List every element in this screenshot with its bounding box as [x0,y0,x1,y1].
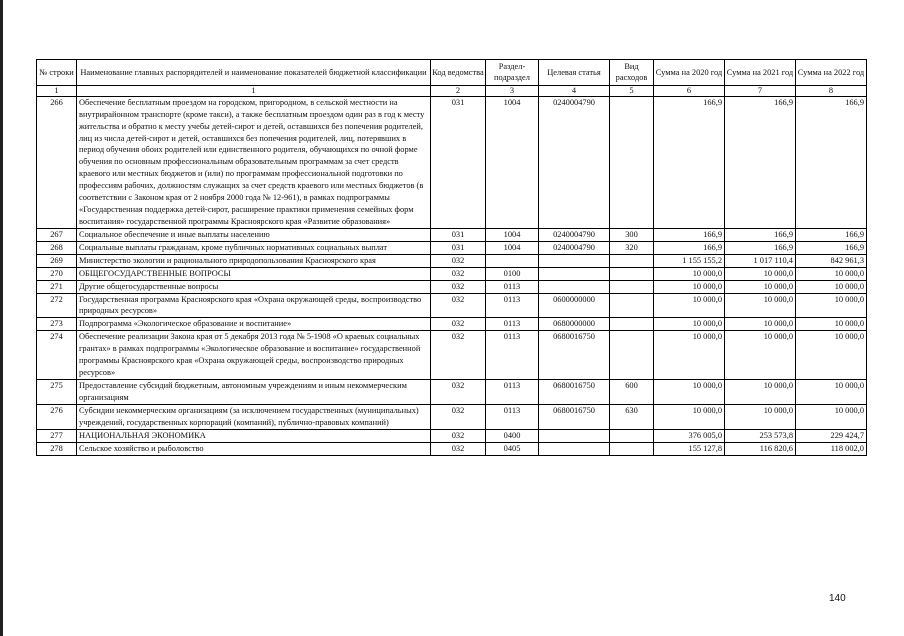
header-section: Раздел-подраздел [486,60,539,86]
table-row [37,228,867,241]
expense-type: 630 [610,404,654,429]
target-code [539,254,610,267]
expense-type [610,293,654,318]
row-name: Субсидии некоммерческим организациям (за исключением государственных (муниципальных) учреждений, государственных корпораций (компаний), публично-правовых компаний) [77,404,431,429]
target-code [539,442,610,455]
section-code: 1004 [486,241,539,254]
expense-type [610,280,654,293]
row-number: 274 [37,331,77,380]
row-number: 271 [37,280,77,293]
row-number: 275 [37,379,77,404]
table-row [37,254,867,267]
row-name: Другие общегосударственные вопросы [77,280,431,293]
row-name: Подпрограмма «Экологическое образование и воспитание» [77,318,431,331]
section-code: 0405 [486,442,539,455]
row-number: 273 [37,318,77,331]
sum-2022: 118 002,0 [796,442,867,455]
header-row-no: № строки [37,60,77,86]
section-code: 0113 [486,318,539,331]
target-code: 0680016750 [539,331,610,380]
target-code: 0680000000 [539,318,610,331]
table-row [37,293,867,318]
table-row [37,267,867,280]
dept-code: 032 [431,442,486,455]
sum-2021: 253 573,8 [725,429,796,442]
header-dept-code: Код ведомства [431,60,486,86]
expense-type [610,318,654,331]
expense-type [610,429,654,442]
column-number: 3 [486,85,539,96]
column-number: 6 [654,85,725,96]
table-row [37,331,867,380]
sum-2021: 116 820,6 [725,442,796,455]
table-row [37,241,867,254]
dept-code: 032 [431,267,486,280]
sum-2022: 229 424,7 [796,429,867,442]
target-code: 0680016750 [539,379,610,404]
expense-type: 600 [610,379,654,404]
dept-code: 031 [431,96,486,228]
sum-2021: 166,9 [725,96,796,228]
sum-2021: 10 000,0 [725,404,796,429]
sum-2020: 10 000,0 [654,331,725,380]
row-number: 269 [37,254,77,267]
row-name: НАЦИОНАЛЬНАЯ ЭКОНОМИКА [77,429,431,442]
column-number: 1 [77,85,431,96]
target-code: 0240004790 [539,228,610,241]
column-number: 4 [539,85,610,96]
sum-2022: 166,9 [796,241,867,254]
target-code [539,267,610,280]
sum-2020: 10 000,0 [654,293,725,318]
section-code: 0113 [486,331,539,380]
sum-2022: 10 000,0 [796,318,867,331]
dept-code: 032 [431,318,486,331]
section-code: 0113 [486,379,539,404]
row-number: 267 [37,228,77,241]
section-code: 0400 [486,429,539,442]
page-number: 140 [829,593,846,604]
dept-code: 032 [431,331,486,380]
sum-2022: 10 000,0 [796,331,867,380]
sum-2021: 1 017 110,4 [725,254,796,267]
sum-2020: 166,9 [654,241,725,254]
sum-2021: 10 000,0 [725,318,796,331]
sum-2022: 10 000,0 [796,293,867,318]
header-sum-2020: Сумма на 2020 год [654,60,725,86]
expense-type: 320 [610,241,654,254]
section-code: 0100 [486,267,539,280]
expense-type [610,331,654,380]
sum-2021: 10 000,0 [725,379,796,404]
dept-code: 032 [431,379,486,404]
sum-2020: 166,9 [654,96,725,228]
row-name: Обеспечение бесплатным проездом на городском, пригородном, в сельской местности на внутрирайонном транспорте (кроме такси), а также бесплатным проездом один раз в год к месту жительства и обратно к месту учебы детей-сирот и детей, оставшихся без попечения родителей, лиц из числа детей-сирот и детей, оставшихся без попечения родителей, лиц, потерявших в период обучения обоих родителей или единственного родителя, обучающихся по очной форме обучения по основным профессиональным образовательным программам за счет средств краевого или местных бюджетов и (или) по программам профессиональной подготовки по профессиям рабочих, должностям служащих за счет средств краевого или местных бюджетов (в соответствии с Законом края от 2 ноября 2000 года № 12-961), в рамках подпрограммы «Государственная поддержка детей-сирот, расширение практики применения семейных форм воспитания» государственной программы Красноярского края «Развитие образования» [77,96,431,228]
sum-2022: 842 961,3 [796,254,867,267]
row-name: Сельское хозяйство и рыболовство [77,442,431,455]
target-code: 0680016750 [539,404,610,429]
sum-2021: 166,9 [725,241,796,254]
target-code: 0240004790 [539,96,610,228]
row-name: Социальные выплаты гражданам, кроме публичных нормативных социальных выплат [77,241,431,254]
section-code: 0113 [486,293,539,318]
row-name: Министерство экологии и рационального природопользования Красноярского края [77,254,431,267]
table-row [37,280,867,293]
scan-edge [0,0,3,636]
column-number: 8 [796,85,867,96]
table-row [37,404,867,429]
header-sum-2022: Сумма на 2022 год [796,60,867,86]
header-row [37,60,867,86]
section-code [486,254,539,267]
dept-code: 032 [431,280,486,293]
sum-2020: 376 005,0 [654,429,725,442]
sum-2020: 10 000,0 [654,318,725,331]
sum-2022: 166,9 [796,96,867,228]
sum-2020: 166,9 [654,228,725,241]
sum-2020: 10 000,0 [654,267,725,280]
expense-type [610,254,654,267]
sum-2021: 10 000,0 [725,331,796,380]
dept-code: 031 [431,241,486,254]
sum-2022: 10 000,0 [796,379,867,404]
row-name: Социальное обеспечение и иные выплаты населению [77,228,431,241]
expense-type [610,442,654,455]
target-code: 0240004790 [539,241,610,254]
sum-2022: 10 000,0 [796,404,867,429]
row-name: Предоставление субсидий бюджетным, автономным учреждениям и иным некоммерческим организациям [77,379,431,404]
table-row [37,318,867,331]
sum-2021: 10 000,0 [725,293,796,318]
row-name: Обеспечение реализации Закона края от 5 декабря 2013 года № 5-1908 «О краевых социальных грантах» в рамках подпрограммы «Экологическое образование и воспитание» государственной программы Красноярского края «Охрана окружающей среды, воспроизводство природных ресурсов» [77,331,431,380]
sum-2021: 166,9 [725,228,796,241]
column-number: 7 [725,85,796,96]
column-number-row [37,85,867,96]
row-name: Государственная программа Красноярского края «Охрана окружающей среды, воспроизводство природных ресурсов» [77,293,431,318]
row-number: 276 [37,404,77,429]
sum-2022: 10 000,0 [796,280,867,293]
header-target: Целевая статья [539,60,610,86]
row-number: 270 [37,267,77,280]
sum-2020: 10 000,0 [654,379,725,404]
table-row [37,379,867,404]
sum-2020: 10 000,0 [654,404,725,429]
dept-code: 032 [431,254,486,267]
section-code: 0113 [486,280,539,293]
dept-code: 032 [431,429,486,442]
row-name: ОБЩЕГОСУДАРСТВЕННЫЕ ВОПРОСЫ [77,267,431,280]
sum-2022: 166,9 [796,228,867,241]
section-code: 1004 [486,96,539,228]
sum-2020: 155 127,8 [654,442,725,455]
sum-2021: 10 000,0 [725,280,796,293]
column-number: 5 [610,85,654,96]
row-number: 278 [37,442,77,455]
target-code [539,280,610,293]
section-code: 1004 [486,228,539,241]
expense-type: 300 [610,228,654,241]
header-name: Наименование главных распорядителей и наименование показателей бюджетной классификации [77,60,431,86]
expense-type [610,96,654,228]
table-row [37,429,867,442]
header-sum-2021: Сумма на 2021 год [725,60,796,86]
dept-code: 032 [431,404,486,429]
sum-2022: 10 000,0 [796,267,867,280]
budget-table [36,59,867,456]
target-code: 0600000000 [539,293,610,318]
column-number: 2 [431,85,486,96]
sum-2020: 10 000,0 [654,280,725,293]
row-number: 277 [37,429,77,442]
row-number: 272 [37,293,77,318]
dept-code: 031 [431,228,486,241]
row-number: 266 [37,96,77,228]
table-row [37,442,867,455]
header-expense-type: Вид расходов [610,60,654,86]
sum-2020: 1 155 155,2 [654,254,725,267]
column-number: 1 [37,85,77,96]
expense-type [610,267,654,280]
row-number: 268 [37,241,77,254]
section-code: 0113 [486,404,539,429]
table-row [37,96,867,228]
table-body [37,96,867,455]
sum-2021: 10 000,0 [725,267,796,280]
target-code [539,429,610,442]
dept-code: 032 [431,293,486,318]
